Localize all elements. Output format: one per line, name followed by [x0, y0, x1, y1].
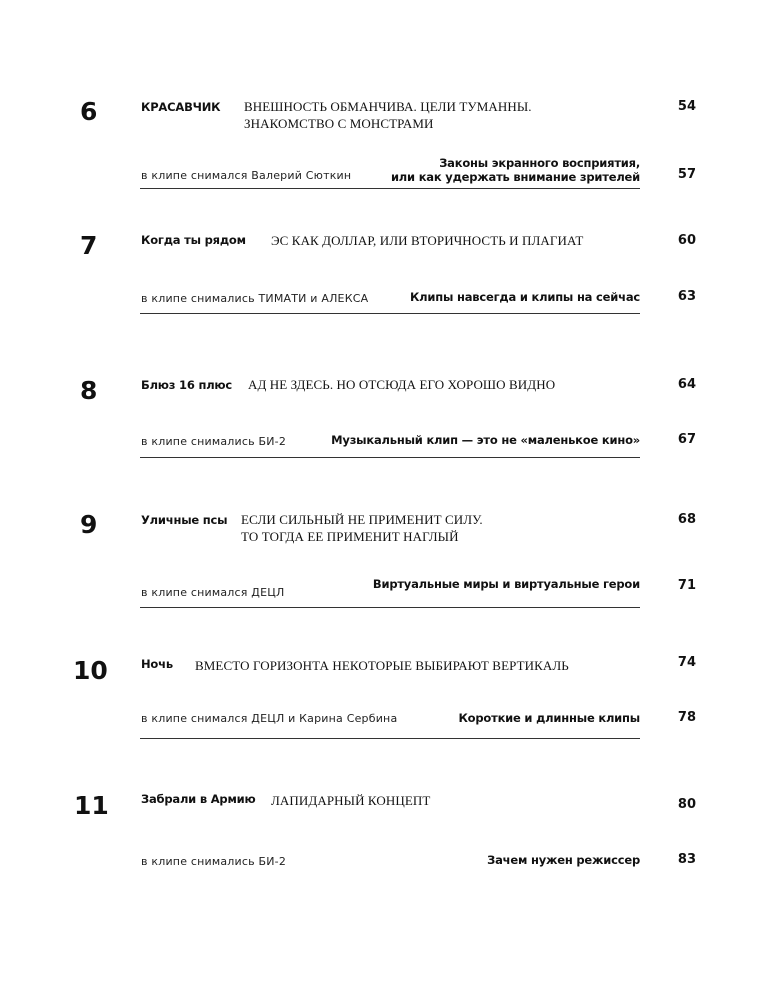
divider-line	[140, 738, 640, 739]
quote-line: ТО ТОГДА ЕЕ ПРИМЕНИТ НАГЛЫЙ	[241, 529, 459, 544]
quote-line: АД НЕ ЗДЕСЬ. НО ОТСЮДА ЕГО ХОРОШО ВИДНО	[248, 377, 556, 392]
topic-line: Законы экранного восприятия,	[439, 156, 640, 170]
chapter-quote	[248, 376, 555, 393]
cast-note: в клипе снимались БИ-2	[141, 435, 287, 448]
section-topic	[458, 711, 640, 725]
chapter-title: Уличные псы	[141, 513, 228, 527]
cast-note: в клипе снимался ДЕЦЛ и Карина Сербина	[141, 712, 398, 725]
chapter-title: Блюз 16 плюс	[141, 378, 233, 392]
cast-note: в клипе снимались БИ-2	[141, 855, 287, 868]
chapter-quote	[244, 98, 532, 132]
chapter-number: 8	[80, 376, 98, 405]
chapter-quote	[195, 657, 569, 674]
page-number: 74	[677, 655, 696, 670]
cast-note: в клипе снимались ТИМАТИ и АЛЕКСА	[141, 292, 369, 305]
page-number: 64	[677, 377, 696, 392]
page-number: 83	[677, 852, 696, 867]
section-topic	[410, 290, 640, 304]
chapter-quote	[271, 792, 430, 809]
chapter-number: 10	[73, 656, 108, 685]
page-number: 68	[677, 512, 696, 527]
chapter-title: Ночь	[141, 657, 173, 671]
page-number: 60	[677, 233, 696, 248]
chapter-number: 7	[80, 231, 98, 260]
page-number: 80	[677, 797, 696, 812]
topic-line: Виртуальные миры и виртуальные герои	[372, 577, 640, 591]
page-number: 78	[677, 710, 696, 725]
quote-line: ВНЕШНОСТЬ ОБМАНЧИВА. ЦЕЛИ ТУМАННЫ.	[244, 99, 532, 114]
chapter-quote	[241, 511, 483, 545]
quote-line: ЭС КАК ДОЛЛАР, ИЛИ ВТОРИЧНОСТЬ И ПЛАГИАТ	[271, 233, 584, 248]
quote-line: ЕСЛИ СИЛЬНЫЙ НЕ ПРИМЕНИТ СИЛУ.	[241, 512, 483, 527]
quote-line: ЗНАКОМСТВО С МОНСТРАМИ	[244, 116, 434, 131]
page-number: 54	[677, 99, 696, 114]
topic-line: Зачем нужен режиссер	[487, 853, 640, 867]
topic-line: или как удержать внимание зрителей	[390, 170, 640, 184]
chapter-number: 11	[74, 791, 109, 820]
section-topic	[331, 433, 640, 447]
cast-note: в клипе снимался Валерий Сюткин	[141, 169, 352, 182]
chapter-title: Когда ты рядом	[141, 233, 246, 247]
quote-line: ЛАПИДАРНЫЙ КОНЦЕПТ	[271, 793, 431, 808]
section-topic	[487, 853, 640, 867]
topic-line: Клипы навсегда и клипы на сейчас	[409, 290, 640, 304]
chapter-quote	[271, 232, 583, 249]
divider-line	[140, 607, 640, 608]
chapter-number: 9	[80, 510, 98, 539]
page-number: 63	[677, 289, 696, 304]
divider-line	[140, 457, 640, 458]
chapter-title: КРАСАВЧИК	[141, 100, 221, 114]
divider-line	[140, 313, 640, 314]
quote-line: ВМЕСТО ГОРИЗОНТА НЕКОТОРЫЕ ВЫБИРАЮТ ВЕРТИКАЛЬ	[195, 658, 569, 673]
page-number: 57	[677, 167, 696, 182]
section-topic	[373, 577, 640, 591]
section-topic	[391, 156, 640, 184]
page-number: 71	[677, 578, 696, 593]
chapter-number: 6	[80, 97, 98, 126]
topic-line: Короткие и длинные клипы	[458, 711, 640, 725]
chapter-title: Забрали в Армию	[141, 792, 256, 806]
topic-line: Музыкальный клип — это не «маленькое кино»	[331, 433, 640, 447]
divider-line	[140, 188, 640, 189]
cast-note: в клипе снимался ДЕЦЛ	[141, 586, 285, 599]
page-number: 67	[677, 432, 696, 447]
